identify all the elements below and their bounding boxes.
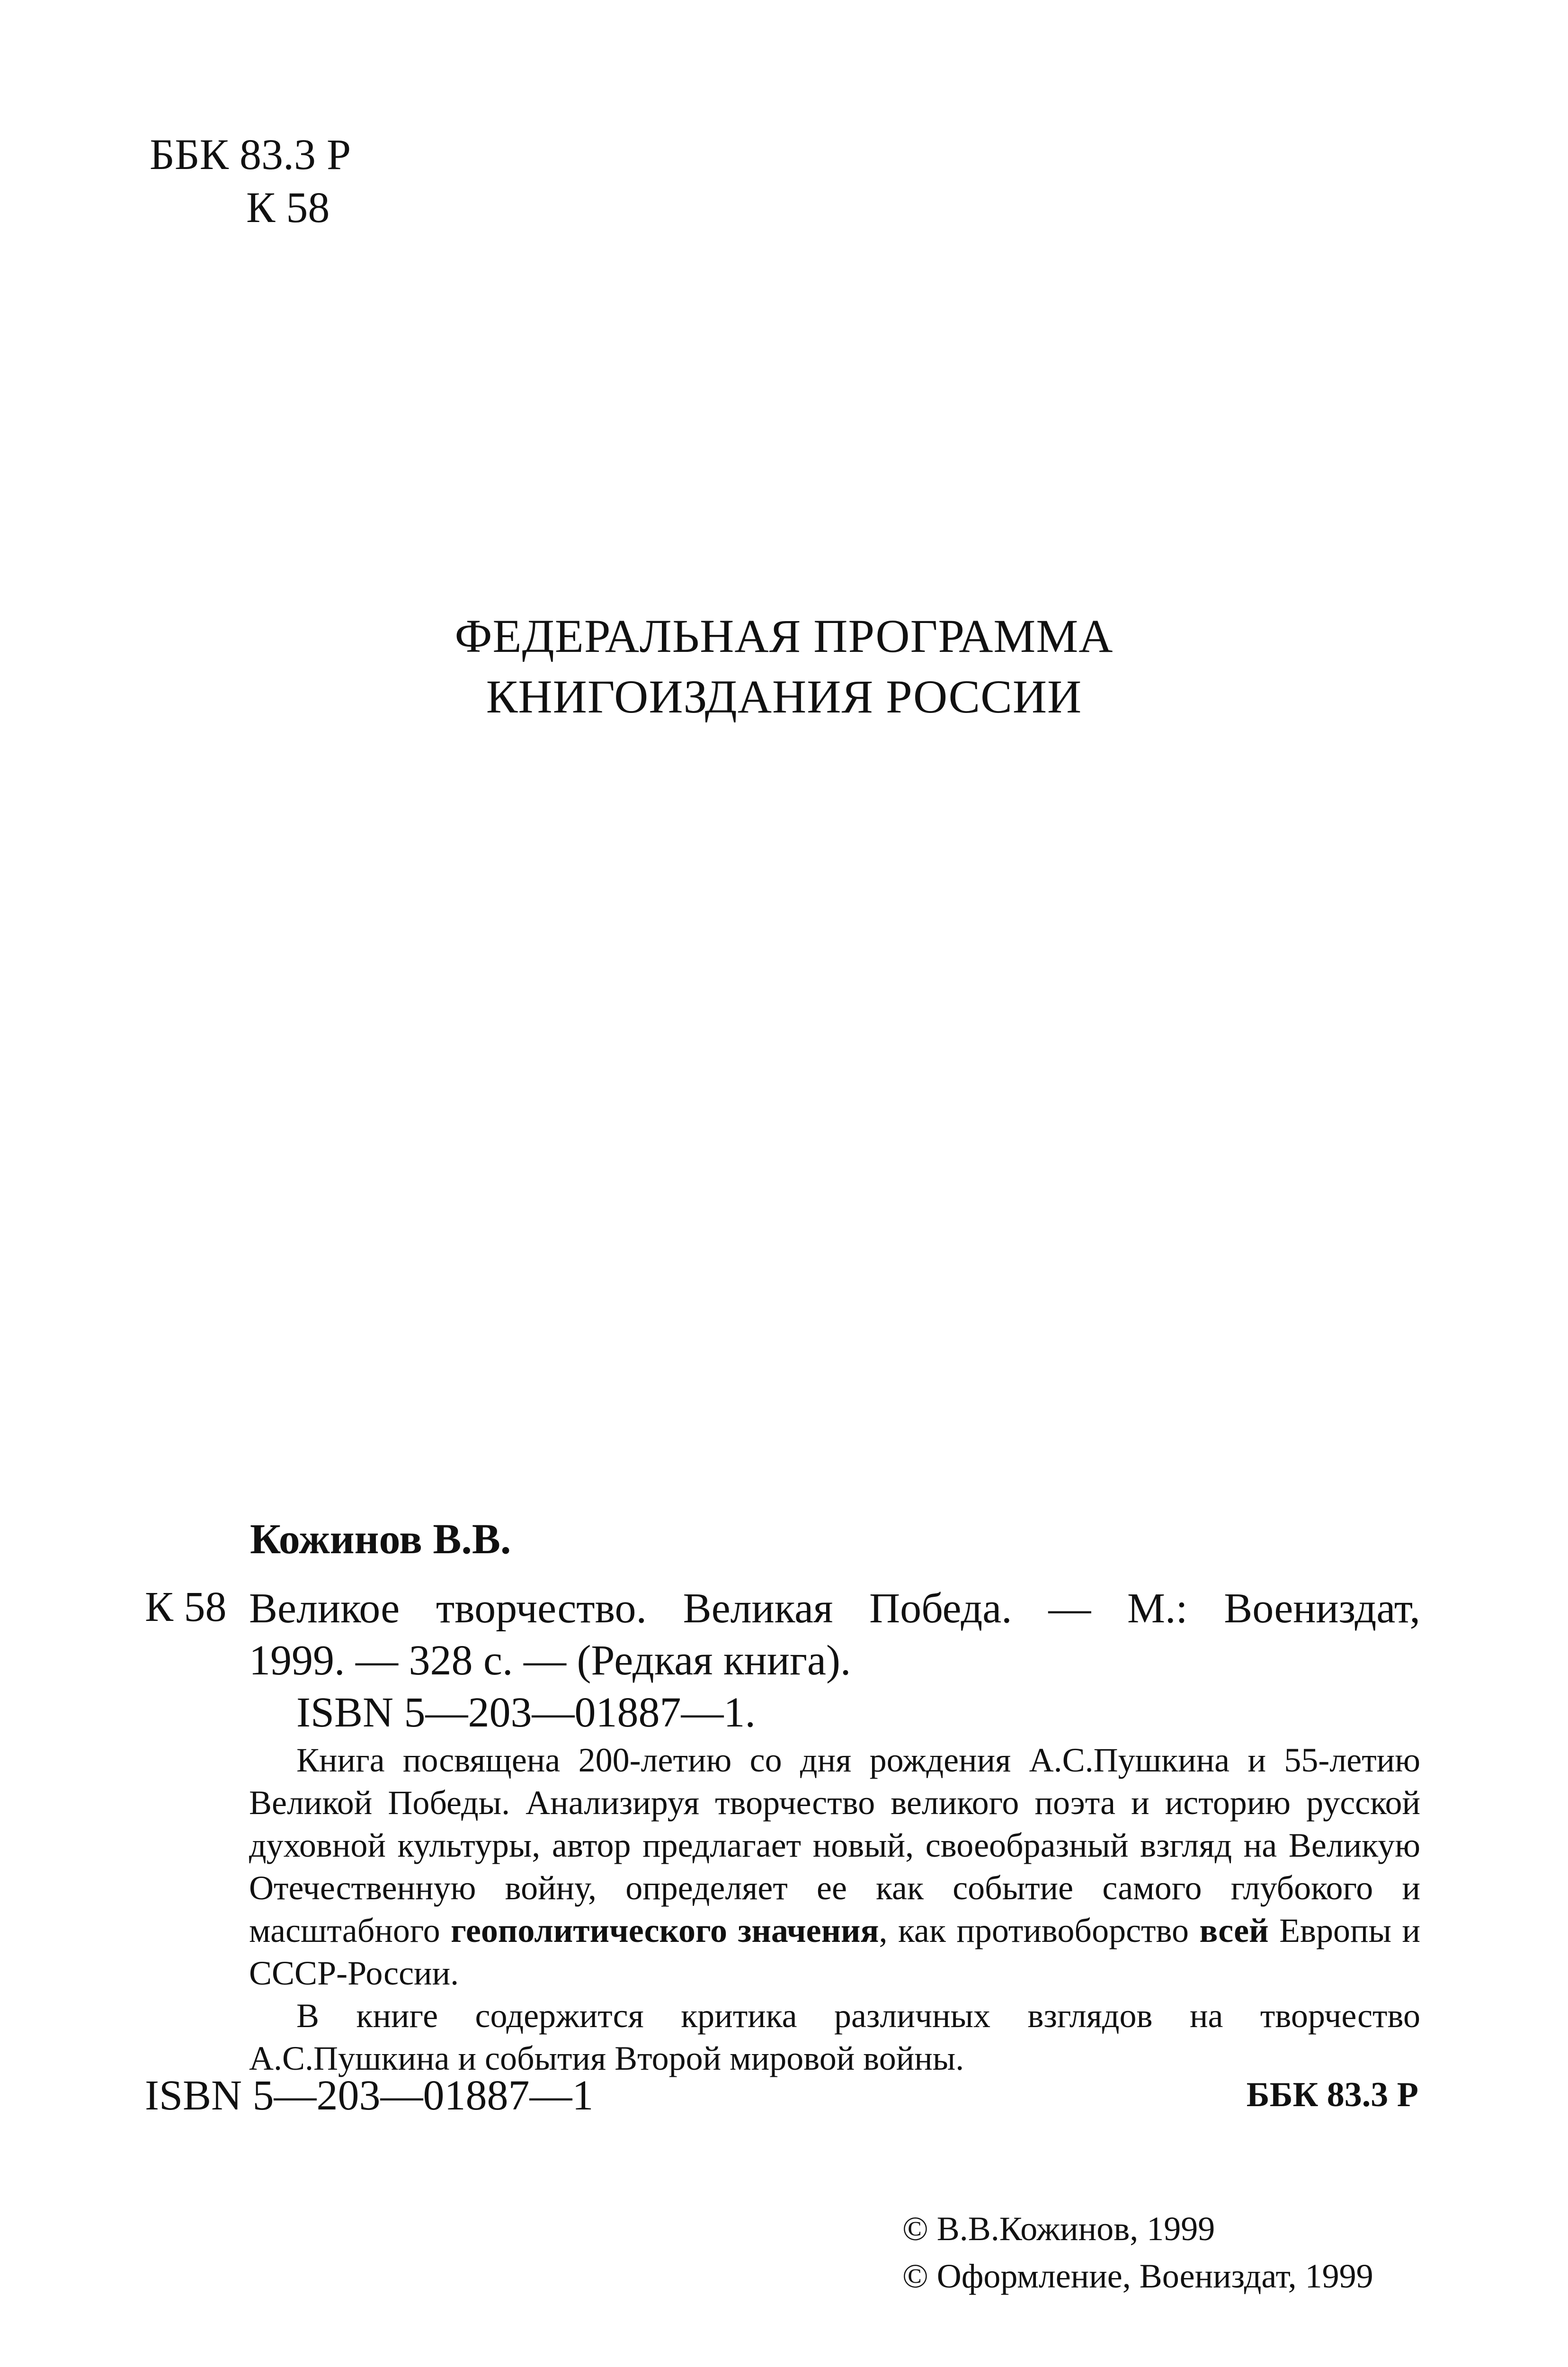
bib-isbn: ISBN 5—203—01887—1. — [296, 1689, 756, 1736]
author-mark: К 58 — [246, 183, 330, 231]
bib-imprint-line: 1999. — 328 с. — (Редкая книга). — [249, 1637, 851, 1684]
copyright-author: © В.В.Кожинов, 1999 — [902, 2210, 1215, 2248]
annotation-text-c: Европы и СССР-России. — [249, 1912, 1421, 1992]
program-line-1: ФЕДЕРАЛЬНАЯ ПРОГРАММА — [454, 610, 1114, 662]
bibliographic-entry — [249, 1583, 1420, 1739]
card-author: Кожинов В.В. — [250, 1516, 511, 1563]
copyright-design: © Оформление, Воениздат, 1999 — [902, 2257, 1373, 2295]
top-classification — [150, 128, 351, 234]
bib-title-line: Великое творчество. Великая Победа. — М.: Воениздат, — [249, 1585, 1420, 1632]
bbk-code: ББК 83.3 Р — [150, 130, 351, 178]
annotation-paragraph-2: В книге содержится критика различных взглядов на творчество А.С.Пушкина и события Второй мировой войны. — [249, 1997, 1420, 2077]
annotation-text-a: Книга посвящена 200-летию со дня рождения А.С.Пушкина и 55-летию Великой Победы. Анализируя творчество великого поэта и историю русской духовной культуры, автор предлагает новый, своеобразный взгляд на Великую Отечественную войну, определяет ее как событие самого глубокого и масштабного — [249, 1741, 1420, 1949]
footer-isbn: ISBN 5—203—01887—1 — [145, 2072, 594, 2119]
program-heading — [0, 606, 1568, 727]
annotation-text-b: , как противоборство — [879, 1912, 1200, 1949]
annotation-paragraph-1 — [249, 1739, 1420, 1994]
annotation-bold-all: всей — [1199, 1912, 1269, 1949]
annotation-bold-geopolitical: геополитического значения — [451, 1912, 879, 1949]
copyright-block — [902, 2205, 1373, 2300]
footer-bbk: ББК 83.3 Р — [1246, 2075, 1418, 2114]
annotation — [249, 1739, 1420, 2080]
card-code: К 58 — [145, 1584, 227, 1630]
program-line-2: КНИГОИЗДАНИЯ РОССИИ — [486, 670, 1082, 723]
